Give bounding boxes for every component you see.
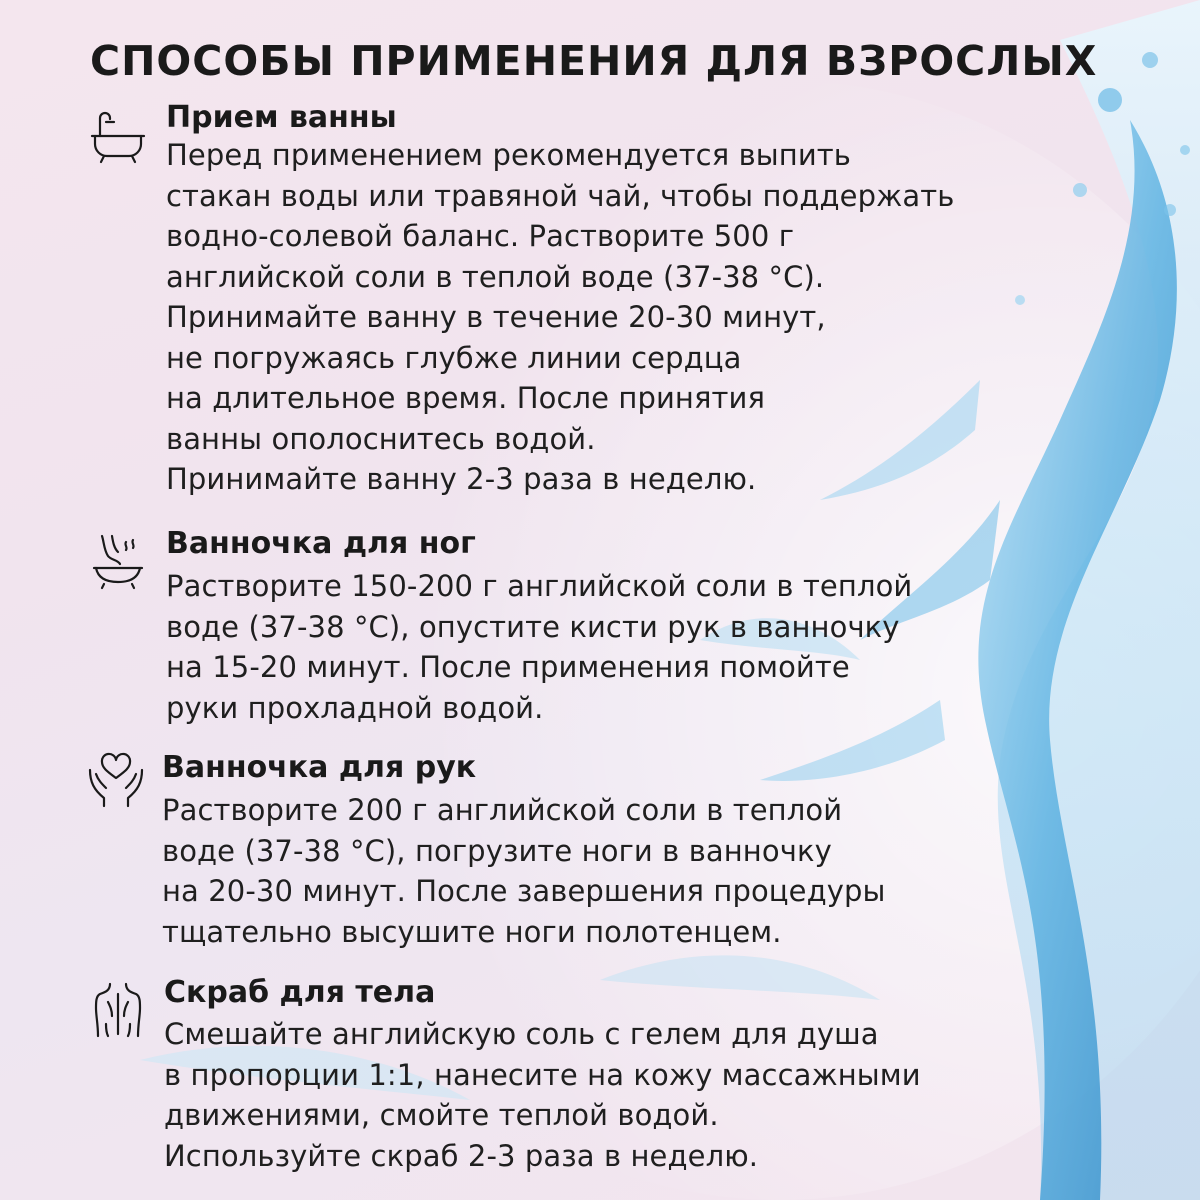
text-line: английской соли в теплой воде (37-38 °С). (166, 259, 825, 294)
hands-heart-icon (84, 748, 148, 812)
section-heading: Ванночка для рук (162, 750, 477, 785)
section-heading: Прием ванны (166, 100, 397, 135)
foot-bath-icon (86, 528, 150, 592)
text-line: Используйте скраб 2-3 раза в неделю. (164, 1138, 759, 1173)
text-line: в пропорции 1:1, нанесите на кожу массажными (164, 1057, 921, 1092)
section-heading: Ванночка для ног (166, 526, 476, 561)
section-text (162, 790, 886, 952)
text-line: Принимайте ванну 2-3 раза в неделю. (166, 462, 757, 496)
text-line: ванны ополоснитесь водой. (166, 421, 596, 456)
text-line: Принимайте ванну в течение 20-30 минут, (166, 300, 826, 334)
text-line: на 15-20 минут. После применения помойте (166, 650, 850, 684)
text-line: не погружаясь глубже линии сердца (166, 340, 742, 375)
text-line: Растворите 150-200 г английской соли в теплой (166, 569, 913, 603)
section-text (166, 566, 912, 728)
text-line: руки прохладной водой. (166, 690, 544, 725)
text-line: на длительное время. После принятия (166, 381, 766, 415)
text-line: стакан воды или травяной чай, чтобы поддержать (166, 178, 955, 213)
text-line: Перед применением рекомендуется выпить (166, 138, 851, 172)
bathtub-icon (86, 104, 150, 168)
text-line: Растворите 200 г английской соли в теплой (162, 793, 843, 827)
text-line: воде (37-38 °С), опустите кисти рук в ванночку (166, 609, 900, 644)
section-text (164, 1014, 921, 1176)
text-line: тщательно высушите ноги полотенцем. (162, 914, 782, 949)
text-line: на 20-30 минут. После завершения процедуры (162, 874, 886, 908)
text-line: движениями, смойте теплой водой. (164, 1098, 719, 1132)
page-title: СПОСОБЫ ПРИМЕНЕНИЯ ДЛЯ ВЗРОСЛЫХ (90, 37, 1098, 85)
body-back-icon (86, 980, 150, 1044)
text-line: водно-солевой баланс. Растворите 500 г (166, 219, 795, 253)
text-line: Смешайте английскую соль с гелем для душа (164, 1017, 879, 1051)
section-text (166, 135, 954, 500)
section-heading: Скраб для тела (164, 975, 436, 1010)
text-line: воде (37-38 °С), погрузите ноги в ванночку (162, 833, 832, 868)
